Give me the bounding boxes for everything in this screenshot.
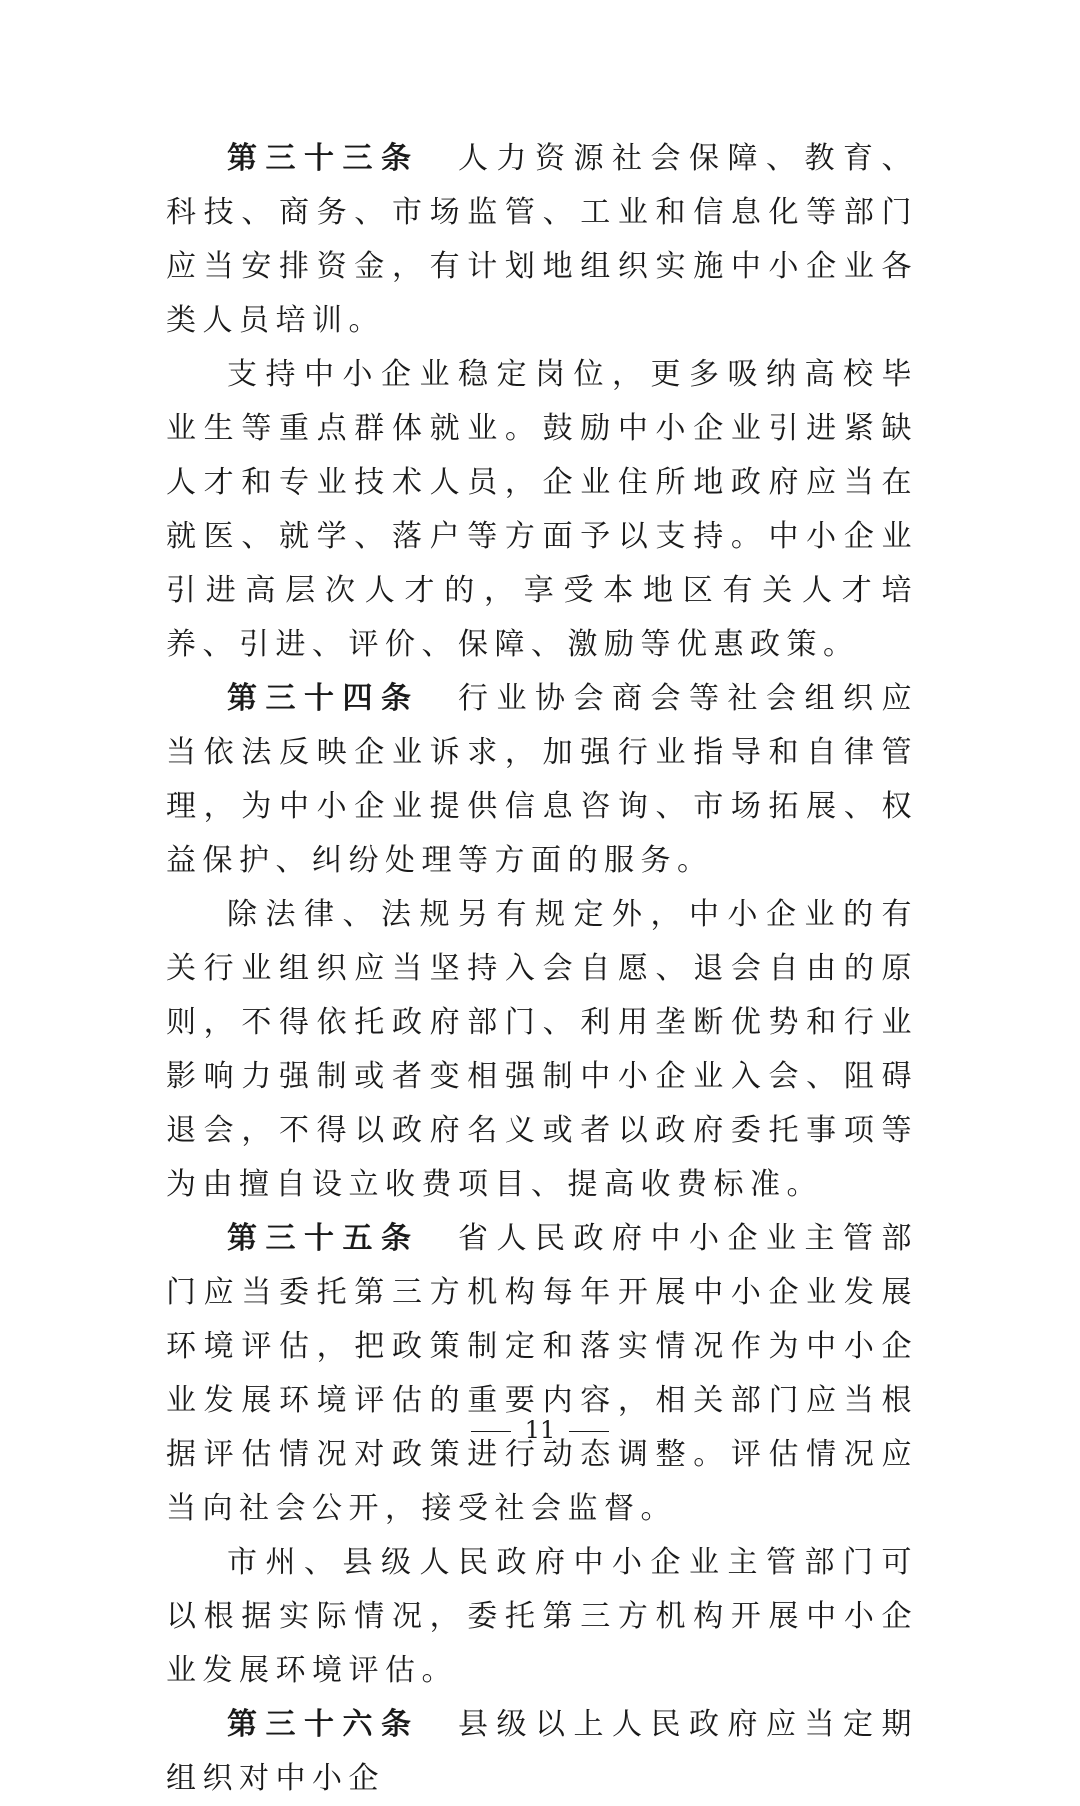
- document-body: [166, 132, 918, 1806]
- paragraph-article-35: [166, 1212, 918, 1536]
- paragraph-text: 人力资源社会保障、教育、科技、商务、市场监管、工业和信息化等部门应当安排资金，有计划地组织实施中小企业各类人员培训。: [166, 141, 918, 338]
- article-number: 第三十三条: [227, 141, 420, 176]
- paragraph-talent-support: [166, 348, 918, 672]
- article-number: 第三十五条: [227, 1221, 420, 1256]
- article-number: 第三十四条: [227, 681, 420, 716]
- paragraph-local-assessment: [166, 1536, 918, 1698]
- page-footer: [0, 1414, 1080, 1446]
- left-dash: [471, 1431, 511, 1432]
- article-number: 第三十六条: [227, 1707, 420, 1742]
- paragraph-membership-rules: [166, 888, 918, 1212]
- paragraph-text: 市州、县级人民政府中小企业主管部门可以根据实际情况，委托第三方机构开展中小企业发展环境评估。: [166, 1545, 918, 1688]
- paragraph-article-36: [166, 1698, 918, 1806]
- paragraph-text: 县级以上人民政府应当定期组织对中小企: [166, 1707, 918, 1796]
- page-number: 11: [524, 1416, 556, 1444]
- paragraph-article-34: [166, 672, 918, 888]
- paragraph-text: 除法律、法规另有规定外，中小企业的有关行业组织应当坚持入会自愿、退会自由的原则，不得依托政府部门、利用垄断优势和行业影响力强制或者变相强制中小企业入会、阻碍退会，不得以政府名义或者以政府委托事项等为由擅自设立收费项目、提高收费标准。: [166, 897, 918, 1202]
- paragraph-text: 省人民政府中小企业主管部门应当委托第三方机构每年开展中小企业发展环境评估，把政策制定和落实情况作为中小企业发展环境评估的重要内容，相关部门应当根据评估情况对政策进行动态调整。评估情况应当向社会公开，接受社会监督。: [166, 1221, 918, 1526]
- paragraph-text: 支持中小企业稳定岗位，更多吸纳高校毕业生等重点群体就业。鼓励中小企业引进紧缺人才和专业技术人员，企业住所地政府应当在就医、就学、落户等方面予以支持。中小企业引进高层次人才的，享受本地区有关人才培养、引进、评价、保障、激励等优惠政策。: [166, 357, 918, 662]
- right-dash: [569, 1431, 609, 1432]
- paragraph-text: 行业协会商会等社会组织应当依法反映企业诉求，加强行业指导和自律管理，为中小企业提供信息咨询、市场拓展、权益保护、纠纷处理等方面的服务。: [166, 681, 918, 878]
- paragraph-article-33: [166, 132, 918, 348]
